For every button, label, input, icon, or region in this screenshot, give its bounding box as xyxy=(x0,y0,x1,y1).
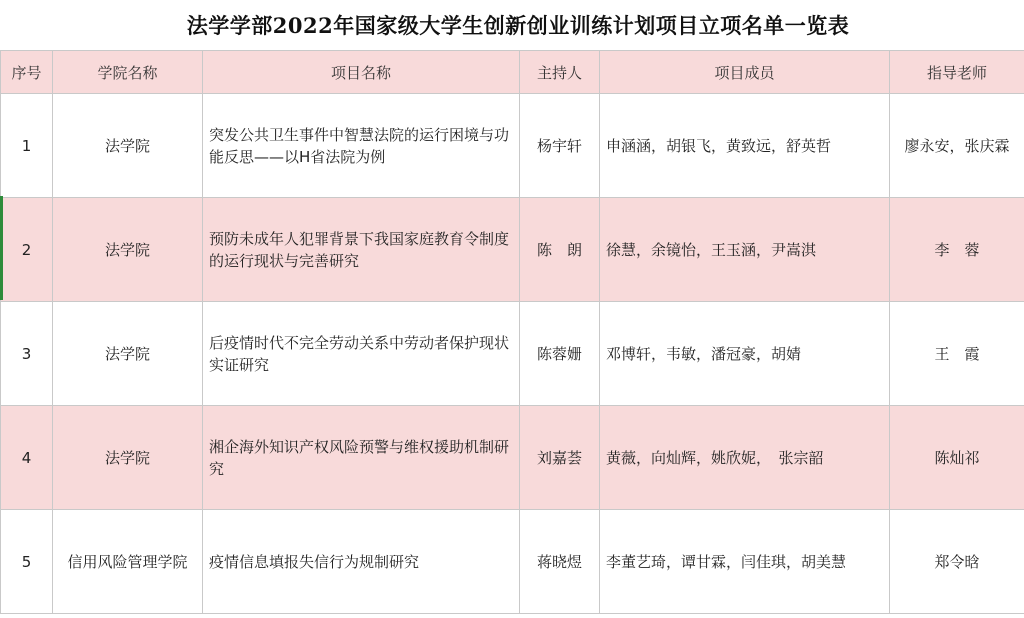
cell-advisor[interactable]: 陈灿祁 xyxy=(890,406,1024,510)
header-college[interactable]: 学院名称 xyxy=(53,51,203,94)
cell-college[interactable]: 法学院 xyxy=(53,94,203,198)
cell-project[interactable]: 湘企海外知识产权风险预警与维权援助机制研究 xyxy=(203,406,520,510)
cell-host[interactable]: 陈蓉姗 xyxy=(520,302,600,406)
table-row xyxy=(1,302,1024,406)
cell-seq[interactable]: 4 xyxy=(1,406,53,510)
row-selection-marker xyxy=(0,196,3,300)
cell-members[interactable]: 李董艺琦，谭甘霖，闫佳琪，胡美慧 xyxy=(600,510,890,614)
cell-seq[interactable]: 2 xyxy=(1,198,53,302)
cell-seq[interactable]: 3 xyxy=(1,302,53,406)
cell-seq[interactable]: 1 xyxy=(1,94,53,198)
cell-advisor[interactable]: 廖永安，张庆霖 xyxy=(890,94,1024,198)
header-project[interactable]: 项目名称 xyxy=(203,51,520,94)
table-row xyxy=(1,406,1024,510)
cell-members[interactable]: 徐慧，余镜怡，王玉涵，尹嵩淇 xyxy=(600,198,890,302)
cell-project[interactable]: 疫情信息填报失信行为规制研究 xyxy=(203,510,520,614)
header-host[interactable]: 主持人 xyxy=(520,51,600,94)
cell-advisor[interactable]: 王 霞 xyxy=(890,302,1024,406)
header-row xyxy=(1,51,1024,94)
cell-host[interactable]: 杨宇轩 xyxy=(520,94,600,198)
header-advisor[interactable]: 指导老师 xyxy=(890,51,1024,94)
cell-host[interactable]: 蒋晓煜 xyxy=(520,510,600,614)
cell-host[interactable]: 刘嘉荟 xyxy=(520,406,600,510)
header-members[interactable]: 项目成员 xyxy=(600,51,890,94)
table-row xyxy=(1,510,1024,614)
cell-members[interactable]: 邓博轩，韦敏，潘冠豪，胡婧 xyxy=(600,302,890,406)
project-table xyxy=(0,50,1024,614)
cell-project[interactable]: 后疫情时代不完全劳动关系中劳动者保护现状实证研究 xyxy=(203,302,520,406)
table-row xyxy=(1,198,1024,302)
cell-project[interactable]: 预防未成年人犯罪背景下我国家庭教育令制度的运行现状与完善研究 xyxy=(203,198,520,302)
cell-college[interactable]: 法学院 xyxy=(53,198,203,302)
cell-seq[interactable]: 5 xyxy=(1,510,53,614)
cell-project[interactable]: 突发公共卫生事件中智慧法院的运行困境与功能反思——以H省法院为例 xyxy=(203,94,520,198)
cell-advisor[interactable]: 郑令晗 xyxy=(890,510,1024,614)
cell-college[interactable]: 信用风险管理学院 xyxy=(53,510,203,614)
cell-college[interactable]: 法学院 xyxy=(53,406,203,510)
cell-members[interactable]: 申涵涵，胡银飞，黄致远，舒英哲 xyxy=(600,94,890,198)
table-row xyxy=(1,94,1024,198)
cell-college[interactable]: 法学院 xyxy=(53,302,203,406)
cell-members[interactable]: 黄薇，向灿辉，姚欣妮， 张宗韶 xyxy=(600,406,890,510)
page-title: 法学学部2022年国家级大学生创新创业训练计划项目立项名单一览表 xyxy=(186,13,850,38)
cell-advisor[interactable]: 李 蓉 xyxy=(890,198,1024,302)
cell-host[interactable]: 陈 朗 xyxy=(520,198,600,302)
header-seq[interactable]: 序号 xyxy=(1,51,53,94)
title-cell[interactable] xyxy=(0,0,1024,51)
